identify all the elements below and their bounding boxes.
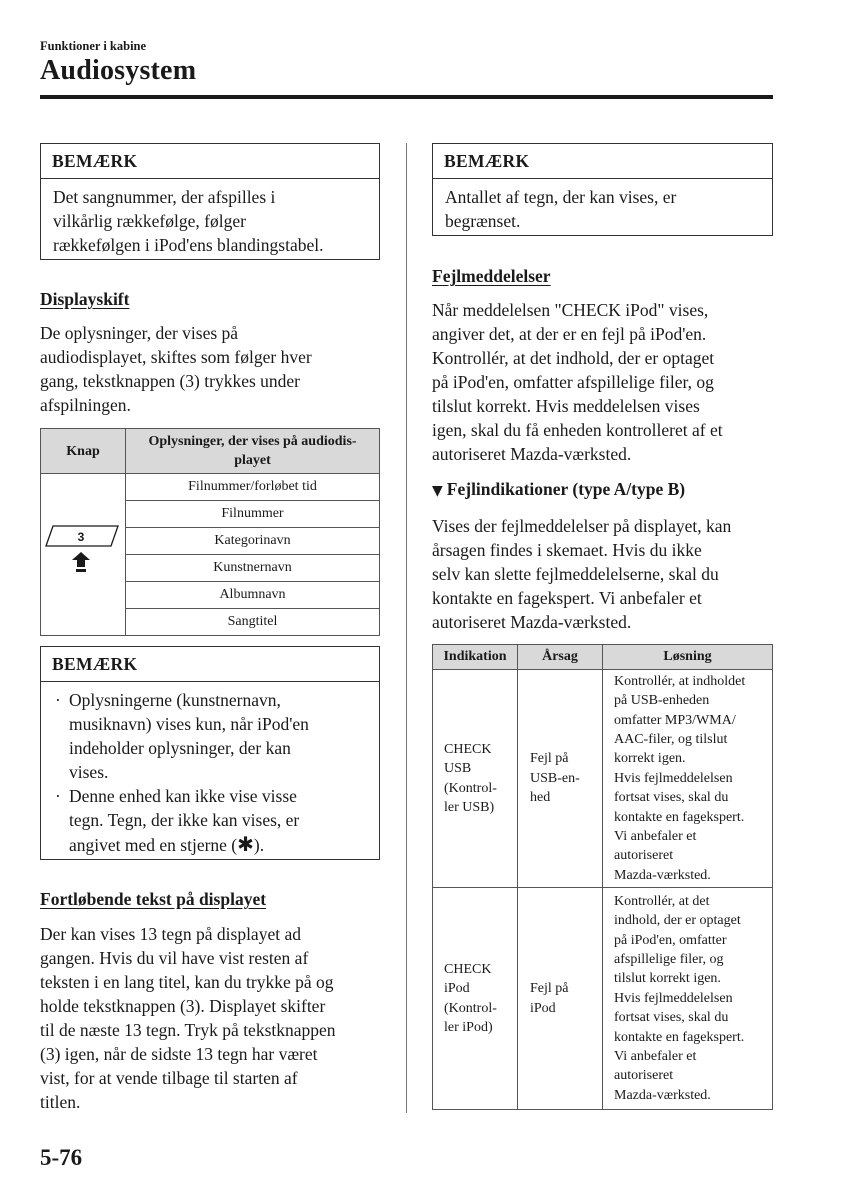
indication-cell: CHECK iPod (Kontrol- ler iPod) [433, 888, 518, 1110]
paragraph-error-messages [432, 298, 777, 466]
table-row [433, 888, 773, 1110]
triangle-down-icon: ▼ [432, 483, 443, 499]
page-number: 5-76 [40, 1145, 83, 1170]
note-line: rækkefølgen i iPod'ens blandingstabel. [53, 235, 324, 255]
paragraph-line: autoriseret Mazda-værksted. [432, 444, 632, 464]
page-title: Audiosystem [40, 55, 197, 86]
title-rule [40, 95, 773, 99]
heading-error-messages: Fejlmeddelelser [432, 266, 551, 286]
table-row [433, 670, 773, 888]
paragraph-error-indications [432, 514, 777, 634]
note-heading: BEMÆRK [41, 144, 379, 179]
button-number: 3 [77, 530, 85, 544]
bullet-item: · Denne enhed kan ikke vise visse tegn. Tegn, der ikke kan vises, er angivet med en stjerne (✱). [55, 786, 300, 856]
note-line: Det sangnummer, der afspilles i [53, 187, 276, 207]
table-row: Albumnavn [126, 582, 380, 609]
asterisk-icon: ✱ [237, 832, 254, 856]
paragraph-line: vist, for at vende tilbage til starten af [40, 1068, 298, 1088]
solution-cell: Kontrollér, at indholdet på USB-enheden omfatter MP3/WMA/ AAC-filer, og tilslut korrekt igen. Hvis fejlmeddelelsen fortsat vises, skal du kontakte en fagekspert. Vi anbefaler et autoriseret Mazda-værksted. [603, 670, 773, 888]
paragraph-line: Der kan vises 13 tegn på displayet ad [40, 924, 301, 944]
heading-displayskift: Displayskift [40, 289, 130, 309]
paragraph-line: selv kan slette fejlmeddelelserne, skal du [432, 564, 719, 584]
paragraph-displayskift [40, 321, 385, 417]
paragraph-line: Når meddelelsen "CHECK iPod" vises, [432, 300, 709, 320]
paragraph-line: til de næste 13 tegn. Tryk på tekstknappen [40, 1020, 336, 1040]
paragraph-line: tilslut korrekt. Hvis meddelelsen vises [432, 396, 700, 416]
section-kicker: Funktioner i kabine [40, 39, 147, 53]
table-row: Filnummer/forløbet tid [126, 474, 380, 501]
text-button-3-icon [41, 474, 125, 630]
table-header-aarsag: Årsag [518, 645, 603, 670]
table-header-loesning: Løsning [603, 645, 773, 670]
note-line: Antallet af tegn, der kan vises, er [445, 187, 677, 207]
paragraph-line: Vises der fejlmeddelelser på displayet, kan [432, 516, 732, 536]
paragraph-line: afspilningen. [40, 395, 131, 415]
table-header-info: Oplysninger, der vises på audiodis- playet [126, 429, 380, 474]
indication-cell: CHECK USB (Kontrol- ler USB) [433, 670, 518, 888]
note-heading: BEMÆRK [433, 144, 772, 179]
paragraph-scrolling-text [40, 922, 390, 1114]
note-box-char-limit [432, 143, 773, 236]
paragraph-line: på iPod'en, omfatter afspillelige filer, og [432, 372, 714, 392]
cause-cell: Fejl på iPod [518, 888, 603, 1110]
paragraph-line: angiver det, at der er en fejl på iPod'en. [432, 324, 707, 344]
note-body [41, 179, 379, 263]
solution-cell: Kontrollér, at det indhold, der er optaget på iPod'en, omfatter afspillelige filer, og tilslut korrekt igen. Hvis fejlmeddelelsen fortsat vises, skal du kontakte en fagekspert. Vi anbefaler et autoriseret Mazda-værksted. [603, 888, 773, 1110]
paragraph-line: årsagen findes i skemaet. Hvis du ikke [432, 540, 702, 560]
cause-cell: Fejl på USB-en- hed [518, 670, 603, 888]
paragraph-line: De oplysninger, der vises på [40, 323, 239, 343]
table-header-knap: Knap [41, 429, 126, 474]
paragraph-line: kontakte en fagekspert. Vi anbefaler et [432, 588, 702, 608]
button-illustration-cell [41, 474, 126, 636]
paragraph-line: gang, tekstknappen (3) trykkes under [40, 371, 300, 391]
note-body [433, 179, 772, 239]
note-heading: BEMÆRK [41, 647, 379, 682]
column-divider [406, 143, 407, 1113]
paragraph-line: (3) igen, når de sidste 13 tegn har været [40, 1044, 318, 1064]
paragraph-line: audiodisplayet, skiftes som følger hver [40, 347, 312, 367]
note-line: begrænset. [445, 211, 521, 231]
table-row: Filnummer [126, 501, 380, 528]
paragraph-line: teksten i en lang titel, kan du trykke på og [40, 972, 334, 992]
table-header-indikation: Indikation [433, 645, 518, 670]
table-row: Kunstnernavn [126, 555, 380, 582]
note-box-display [40, 646, 380, 860]
note-box-shuffle [40, 143, 380, 260]
paragraph-line: titlen. [40, 1092, 81, 1112]
paragraph-line: autoriseret Mazda-værksted. [432, 612, 632, 632]
display-info-table [40, 428, 380, 636]
paragraph-line: gangen. Hvis du vil have vist resten af [40, 948, 309, 968]
bullet-item: · Oplysningerne (kunstnernavn, musiknavn) vises kun, når iPod'en indeholder oplysninger, der kan vises. [55, 690, 309, 782]
paragraph-line: igen, skal du få enheden kontrolleret af et [432, 420, 723, 440]
heading-scrolling-text: Fortløbende tekst på displayet [40, 889, 267, 909]
note-body [41, 682, 379, 863]
note-line: vilkårlig rækkefølge, følger [53, 211, 246, 231]
paragraph-line: holde tekstknappen (3). Displayet skifter [40, 996, 326, 1016]
error-indication-table [432, 644, 773, 1110]
paragraph-line: Kontrollér, at det indhold, der er optaget [432, 348, 715, 368]
table-row: Sangtitel [126, 609, 380, 636]
heading-error-indications: ▼ Fejlindikationer (type A/type B) [432, 479, 686, 499]
table-row: Kategorinavn [126, 528, 380, 555]
